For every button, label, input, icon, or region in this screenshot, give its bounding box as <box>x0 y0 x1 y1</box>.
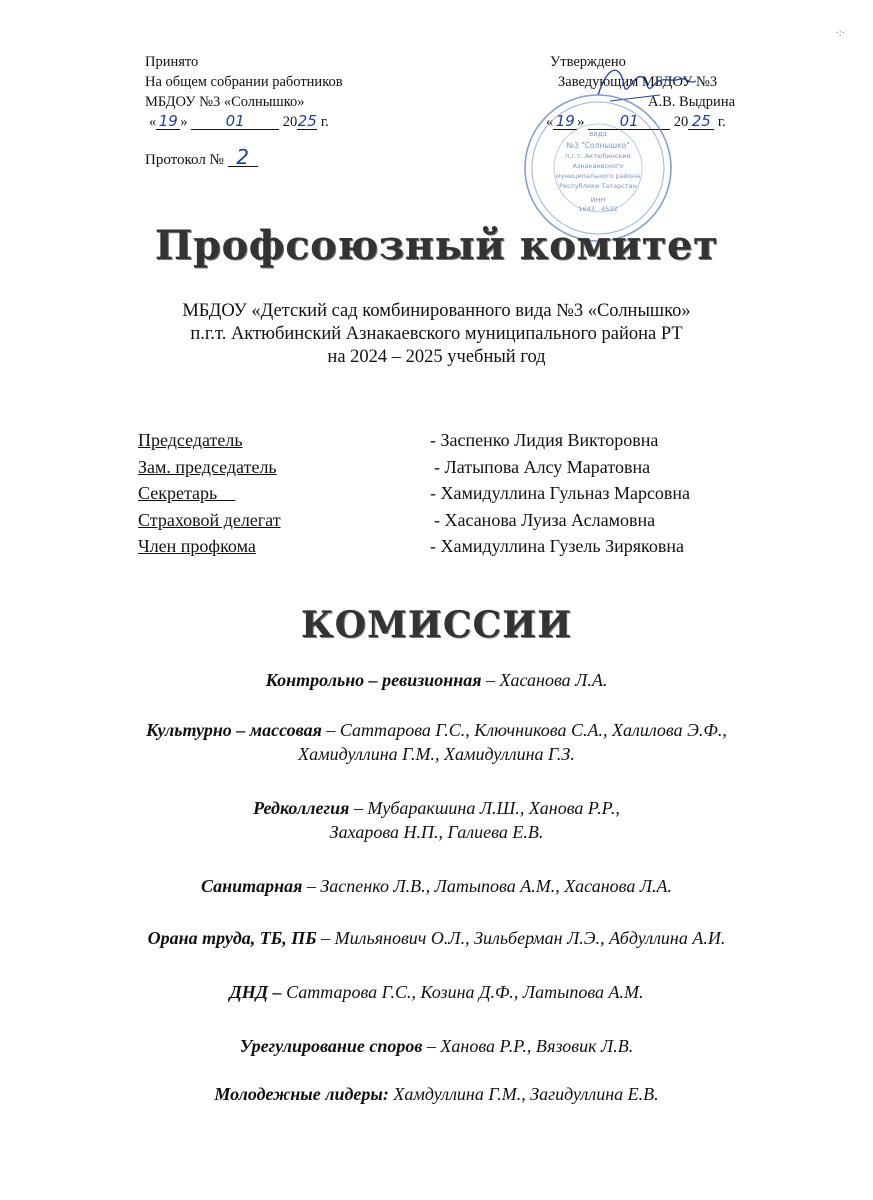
date-year-prefix: 20 <box>673 114 689 130</box>
commission-item <box>0 668 873 692</box>
stamp-text-top: вида <box>589 130 607 138</box>
officer-role: Секретарь <box>138 483 236 503</box>
stamp-text-line5: Республики Татарстан <box>559 182 637 190</box>
commission-item <box>0 1082 873 1106</box>
commission-members: Хамдуллина Г.М., Загидуллина Е.В. <box>388 1084 659 1104</box>
commission-name: ДНД – <box>229 982 282 1002</box>
commission-item <box>0 718 873 766</box>
commission-members-cont: Хамидуллина Г.М., Хамидуллина Г.З. <box>298 744 575 764</box>
officers-list <box>138 430 818 563</box>
subtitle-line2: п.г.т. Актюбинский Азнакаевского муниципального района РТ <box>190 324 683 344</box>
officer-name: - Латыпова Алсу Маратовна <box>434 456 651 477</box>
approval-right-line1: Утверждено <box>550 54 626 70</box>
stamp-text-line4: муниципального района <box>555 172 641 180</box>
commission-members: – Заспенко Л.В., Латыпова А.М., Хасанова Л.А. <box>302 876 673 896</box>
date-suffix: г. <box>317 114 329 130</box>
stamp-text-line2: п.г.т. Актюбинский <box>565 152 631 160</box>
approval-left-date <box>145 112 465 132</box>
officer-role: Страховой делегат <box>138 509 281 530</box>
commission-members: – Ханова Р.Р., Вязовик Л.В. <box>422 1036 634 1056</box>
date-open-quote: « <box>149 114 157 130</box>
commission-members: – Хасанова Л.А. <box>481 670 608 690</box>
commission-name: Редколлегия <box>253 798 350 818</box>
date-month: 01 <box>588 113 670 130</box>
commission-item <box>0 926 873 950</box>
scan-mark: ·:· <box>835 28 845 39</box>
date-day: 19 <box>156 113 180 130</box>
date-close-quote: » <box>577 114 585 130</box>
officer-name: - Заспенко Лидия Викторовна <box>430 430 659 450</box>
approval-right-line2: Заведующим МБДОУ №3 <box>558 74 718 90</box>
commission-members: – Саттарова Г.С., Ключникова С.А., Халилова Э.Ф., <box>321 720 727 740</box>
commission-name: Культурно – массовая <box>146 720 322 740</box>
officer-name: - Хамидуллина Гузель Зиряковна <box>430 536 684 556</box>
page-title: Профсоюзный комитет <box>154 222 719 269</box>
date-day: 19 <box>553 113 577 130</box>
officer-role: Зам. председатель <box>138 456 277 477</box>
commissions-title: КОМИССИИ <box>300 604 573 646</box>
commission-item <box>0 874 873 898</box>
officer-row <box>138 510 818 537</box>
date-year: 25 <box>297 112 317 130</box>
protocol-line <box>145 145 258 169</box>
subtitle-line3: на 2024 – 2025 учебный год <box>327 347 546 367</box>
commission-members: – Мубаракшина Л.Ш., Ханова Р.Р., <box>349 798 620 818</box>
commission-name: Молодежные лидеры: <box>214 1084 389 1104</box>
commission-members-cont: Захарова Н.П., Галиева Е.В. <box>329 822 544 842</box>
protocol-number: 2 <box>228 148 258 167</box>
officer-role: Председатель <box>138 430 243 450</box>
date-year: 25 <box>688 113 714 130</box>
date-open-quote: « <box>546 114 554 130</box>
officer-row <box>138 457 818 484</box>
approval-right-line3: А.В. Выдрина <box>648 94 736 110</box>
date-year-prefix: 20 <box>282 114 298 130</box>
officer-role: Член профкома <box>138 536 256 556</box>
officer-row <box>138 536 818 563</box>
commission-item <box>0 1034 873 1058</box>
approval-left-block <box>145 52 465 132</box>
stamp-text-line1: №3 "Солнышко" <box>566 141 630 150</box>
commission-name: Санитарная <box>200 876 303 896</box>
commission-name: Урегулирование споров <box>239 1036 423 1056</box>
approval-left-line3: МБДОУ №3 «Солнышко» <box>145 94 305 110</box>
officer-row <box>138 430 818 457</box>
protocol-label: Протокол № <box>145 152 224 168</box>
officer-name: - Хасанова Луиза Асламовна <box>434 509 656 530</box>
officer-row <box>138 483 818 510</box>
stamp-text-line6: ИНН <box>590 196 606 204</box>
commission-members: Саттарова Г.С., Козина Д.Ф., Латыпова А.М. <box>281 982 644 1002</box>
stamp-text-line7: 1643...4532 <box>578 205 618 213</box>
commission-item <box>0 796 873 844</box>
commission-members: – Мильянович О.Л., Зильберман Л.Э., Абдуллина А.И. <box>316 928 726 948</box>
commission-name: Орана труда, ТБ, ПБ <box>147 928 317 948</box>
commission-item <box>0 980 873 1004</box>
officer-name: - Хамидуллина Гульназ Марсовна <box>430 483 691 503</box>
stamp-text-line3: Азнакаевского <box>572 162 624 170</box>
subtitle-block <box>0 300 873 369</box>
date-suffix: г. <box>714 114 726 130</box>
date-close-quote: » <box>180 114 188 130</box>
commission-name: Контрольно – ревизионная <box>265 670 482 690</box>
date-month: 01 <box>191 113 279 130</box>
approval-left-line2: На общем собрании работников <box>145 74 343 90</box>
subtitle-line1: МБДОУ «Детский сад комбинированного вида №3 «Солнышко» <box>182 301 691 321</box>
approval-left-line1: Принято <box>145 54 199 70</box>
